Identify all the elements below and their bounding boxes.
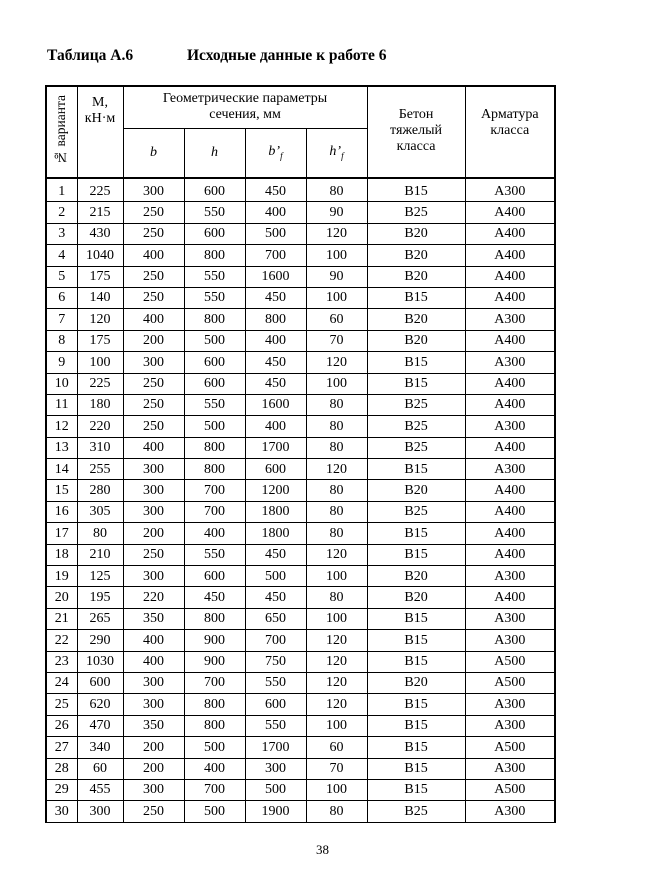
hf-cell: 100 [306, 287, 367, 308]
moment-cell: 225 [77, 373, 123, 394]
variant-cell: 3 [46, 223, 77, 244]
hf-cell: 100 [306, 779, 367, 800]
h-cell: 500 [184, 737, 245, 758]
h-cell: 600 [184, 352, 245, 373]
moment-cell: 215 [77, 202, 123, 223]
hf-cell: 120 [306, 651, 367, 672]
table-row [46, 608, 555, 629]
b-cell: 250 [123, 544, 184, 565]
variant-cell: 4 [46, 245, 77, 266]
b-cell: 350 [123, 715, 184, 736]
table-row [46, 394, 555, 415]
table-row [46, 694, 555, 715]
concrete-cell: B15 [367, 758, 465, 779]
bf-cell: 550 [245, 715, 306, 736]
variant-cell: 2 [46, 202, 77, 223]
h-cell: 900 [184, 630, 245, 651]
moment-cell: 220 [77, 416, 123, 437]
moment-cell: 305 [77, 501, 123, 522]
rebar-cell: A500 [465, 651, 555, 672]
concrete-cell: B25 [367, 501, 465, 522]
concrete-cell: B25 [367, 202, 465, 223]
rebar-cell: A500 [465, 672, 555, 693]
variant-cell: 11 [46, 394, 77, 415]
b-cell: 250 [123, 266, 184, 287]
variant-cell: 29 [46, 779, 77, 800]
rebar-cell: A300 [465, 630, 555, 651]
table-row [46, 352, 555, 373]
h-cell: 550 [184, 266, 245, 287]
concrete-cell: B15 [367, 178, 465, 202]
rebar-cell: A400 [465, 394, 555, 415]
table-row [46, 459, 555, 480]
bf-cell: 1700 [245, 437, 306, 458]
table-caption [47, 47, 387, 65]
h-cell: 400 [184, 523, 245, 544]
hf-cell: 100 [306, 715, 367, 736]
concrete-cell: B20 [367, 587, 465, 608]
h-cell: 600 [184, 178, 245, 202]
bf-cell: 750 [245, 651, 306, 672]
variant-cell: 26 [46, 715, 77, 736]
source-data-table [45, 85, 556, 823]
hf-cell: 70 [306, 330, 367, 351]
table-row [46, 544, 555, 565]
h-cell: 800 [184, 309, 245, 330]
variant-cell: 28 [46, 758, 77, 779]
variant-cell: 23 [46, 651, 77, 672]
b-cell: 200 [123, 523, 184, 544]
bf-cell: 500 [245, 223, 306, 244]
rebar-cell: A400 [465, 523, 555, 544]
moment-unit: кН·м [84, 111, 116, 127]
moment-label: М, [92, 95, 108, 110]
b-cell: 400 [123, 245, 184, 266]
h-cell: 800 [184, 694, 245, 715]
rebar-cell: A400 [465, 480, 555, 501]
hf-cell: 80 [306, 437, 367, 458]
variant-cell: 8 [46, 330, 77, 351]
hf-cell: 80 [306, 480, 367, 501]
bf-cell: 550 [245, 672, 306, 693]
table-row [46, 416, 555, 437]
h-cell: 900 [184, 651, 245, 672]
b-cell: 250 [123, 394, 184, 415]
b-cell: 300 [123, 480, 184, 501]
variant-cell: 21 [46, 608, 77, 629]
bf-header: $b’_f$ [245, 129, 306, 179]
table-row [46, 758, 555, 779]
hf-cell: 80 [306, 801, 367, 822]
rebar-cell: A300 [465, 715, 555, 736]
variant-cell: 6 [46, 287, 77, 308]
b-header: b [123, 129, 184, 179]
table-row [46, 223, 555, 244]
bf-cell: 300 [245, 758, 306, 779]
moment-cell: 600 [77, 672, 123, 693]
variant-cell: 22 [46, 630, 77, 651]
rebar-cell: A300 [465, 801, 555, 822]
moment-cell: 470 [77, 715, 123, 736]
concrete-cell: B15 [367, 523, 465, 544]
b-cell: 250 [123, 223, 184, 244]
h-cell: 700 [184, 672, 245, 693]
h-cell: 800 [184, 459, 245, 480]
moment-cell: 430 [77, 223, 123, 244]
hf-cell: 80 [306, 587, 367, 608]
rebar-cell: A500 [465, 737, 555, 758]
table-row [46, 480, 555, 501]
bf-cell: 1200 [245, 480, 306, 501]
hf-cell: 120 [306, 672, 367, 693]
h-cell: 550 [184, 544, 245, 565]
rebar-header: Арматура класса [465, 86, 555, 178]
hf-cell: 60 [306, 737, 367, 758]
concrete-cell: B15 [367, 544, 465, 565]
rebar-cell: A300 [465, 459, 555, 480]
bf-cell: 700 [245, 630, 306, 651]
moment-cell: 120 [77, 309, 123, 330]
bf-cell: 600 [245, 694, 306, 715]
hf-cell: 120 [306, 352, 367, 373]
b-cell: 400 [123, 630, 184, 651]
b-cell: 250 [123, 202, 184, 223]
page-number: 38 [316, 842, 329, 857]
hf-cell: 120 [306, 223, 367, 244]
rebar-cell: A400 [465, 501, 555, 522]
b-cell: 300 [123, 501, 184, 522]
h-cell: 600 [184, 566, 245, 587]
moment-cell: 195 [77, 587, 123, 608]
moment-cell: 1040 [77, 245, 123, 266]
moment-cell: 455 [77, 779, 123, 800]
hf-cell: 80 [306, 178, 367, 202]
h-cell: 700 [184, 501, 245, 522]
table-row [46, 672, 555, 693]
moment-cell: 265 [77, 608, 123, 629]
concrete-cell: B25 [367, 394, 465, 415]
h-cell: 800 [184, 437, 245, 458]
b-cell: 400 [123, 437, 184, 458]
bf-cell: 1600 [245, 266, 306, 287]
concrete-cell: B15 [367, 608, 465, 629]
h-cell: 800 [184, 608, 245, 629]
moment-header [77, 86, 123, 178]
table-row [46, 309, 555, 330]
rebar-cell: A400 [465, 287, 555, 308]
variant-cell: 20 [46, 587, 77, 608]
rebar-cell: A400 [465, 202, 555, 223]
rebar-cell: A400 [465, 437, 555, 458]
moment-cell: 175 [77, 266, 123, 287]
b-cell: 250 [123, 801, 184, 822]
b-cell: 300 [123, 779, 184, 800]
table-row [46, 437, 555, 458]
geometry-header [123, 86, 367, 129]
table-body [46, 178, 555, 822]
table-row [46, 202, 555, 223]
table-row [46, 373, 555, 394]
variant-cell: 27 [46, 737, 77, 758]
h-cell: 800 [184, 715, 245, 736]
bf-cell: 650 [245, 608, 306, 629]
b-cell: 250 [123, 287, 184, 308]
table-title: Исходные данные к работе 6 [187, 47, 387, 64]
bf-cell: 1800 [245, 523, 306, 544]
rebar-cell: A400 [465, 245, 555, 266]
table-row [46, 651, 555, 672]
moment-cell: 310 [77, 437, 123, 458]
bf-cell: 500 [245, 566, 306, 587]
bf-cell: 400 [245, 416, 306, 437]
moment-cell: 280 [77, 480, 123, 501]
h-cell: 700 [184, 779, 245, 800]
bf-cell: 400 [245, 202, 306, 223]
rebar-cell: A300 [465, 416, 555, 437]
variant-cell: 17 [46, 523, 77, 544]
geometry-unit: сечения, мм [209, 107, 281, 123]
concrete-cell: B15 [367, 737, 465, 758]
concrete-cell: B15 [367, 651, 465, 672]
b-cell: 200 [123, 758, 184, 779]
h-cell: 500 [184, 416, 245, 437]
bf-cell: 450 [245, 544, 306, 565]
moment-cell: 300 [77, 801, 123, 822]
h-cell: 800 [184, 245, 245, 266]
hf-cell: 100 [306, 245, 367, 266]
bf-cell: 450 [245, 352, 306, 373]
concrete-cell: B25 [367, 437, 465, 458]
concrete-cell: B20 [367, 245, 465, 266]
variant-cell: 19 [46, 566, 77, 587]
table-row [46, 587, 555, 608]
rebar-cell: A400 [465, 373, 555, 394]
moment-cell: 210 [77, 544, 123, 565]
variant-cell: 12 [46, 416, 77, 437]
b-cell: 200 [123, 737, 184, 758]
table-row [46, 801, 555, 822]
h-cell: 600 [184, 373, 245, 394]
hf-cell: 80 [306, 416, 367, 437]
variant-cell: 10 [46, 373, 77, 394]
bf-cell: 1600 [245, 394, 306, 415]
hf-cell: 120 [306, 694, 367, 715]
b-cell: 300 [123, 352, 184, 373]
bf-cell: 450 [245, 587, 306, 608]
table-row [46, 266, 555, 287]
bf-cell: 800 [245, 309, 306, 330]
concrete-cell: B20 [367, 672, 465, 693]
concrete-cell: B20 [367, 480, 465, 501]
h-cell: 550 [184, 394, 245, 415]
table-row [46, 737, 555, 758]
hf-cell: 60 [306, 309, 367, 330]
concrete-cell: B15 [367, 352, 465, 373]
table-row [46, 715, 555, 736]
b-cell: 300 [123, 566, 184, 587]
b-cell: 300 [123, 694, 184, 715]
rebar-cell: A300 [465, 566, 555, 587]
concrete-cell: B15 [367, 287, 465, 308]
moment-cell: 255 [77, 459, 123, 480]
moment-cell: 100 [77, 352, 123, 373]
b-cell: 400 [123, 651, 184, 672]
variant-cell: 30 [46, 801, 77, 822]
b-cell: 350 [123, 608, 184, 629]
h-cell: 400 [184, 758, 245, 779]
variant-cell: 24 [46, 672, 77, 693]
table-row [46, 779, 555, 800]
hf-cell: 100 [306, 566, 367, 587]
rebar-cell: A400 [465, 330, 555, 351]
concrete-cell: B20 [367, 309, 465, 330]
concrete-cell: B15 [367, 630, 465, 651]
geometry-label: Геометрические параметры [162, 91, 328, 106]
bf-cell: 1800 [245, 501, 306, 522]
table-row [46, 501, 555, 522]
variant-cell: 14 [46, 459, 77, 480]
moment-cell: 225 [77, 178, 123, 202]
table-row [46, 566, 555, 587]
h-cell: 600 [184, 223, 245, 244]
table-row [46, 287, 555, 308]
concrete-cell: B15 [367, 694, 465, 715]
hf-cell: 120 [306, 544, 367, 565]
bf-cell: 400 [245, 330, 306, 351]
table-row [46, 330, 555, 351]
variant-cell: 15 [46, 480, 77, 501]
h-cell: 550 [184, 287, 245, 308]
moment-cell: 340 [77, 737, 123, 758]
hf-header: $h’_f$ [306, 129, 367, 179]
rebar-cell: A400 [465, 544, 555, 565]
rebar-cell: A300 [465, 758, 555, 779]
table-row [46, 178, 555, 202]
bf-cell: 500 [245, 779, 306, 800]
h-cell: 700 [184, 480, 245, 501]
bf-cell: 450 [245, 178, 306, 202]
moment-cell: 140 [77, 287, 123, 308]
concrete-cell: B15 [367, 373, 465, 394]
bf-cell: 450 [245, 373, 306, 394]
rebar-cell: A300 [465, 694, 555, 715]
rebar-cell: A400 [465, 223, 555, 244]
variant-header: № варианта [46, 86, 77, 178]
rebar-cell: A300 [465, 178, 555, 202]
h-cell: 500 [184, 330, 245, 351]
hf-cell: 100 [306, 373, 367, 394]
moment-cell: 80 [77, 523, 123, 544]
h-cell: 500 [184, 801, 245, 822]
b-cell: 220 [123, 587, 184, 608]
b-cell: 300 [123, 672, 184, 693]
moment-cell: 1030 [77, 651, 123, 672]
bf-cell: 450 [245, 287, 306, 308]
moment-cell: 180 [77, 394, 123, 415]
b-cell: 200 [123, 330, 184, 351]
table-label: Таблица А.6 [47, 47, 134, 64]
moment-cell: 290 [77, 630, 123, 651]
bf-cell: 1700 [245, 737, 306, 758]
rebar-cell: A400 [465, 266, 555, 287]
concrete-cell: B20 [367, 330, 465, 351]
concrete-cell: B15 [367, 779, 465, 800]
variant-cell: 1 [46, 178, 77, 202]
hf-cell: 70 [306, 758, 367, 779]
rebar-cell: A400 [465, 587, 555, 608]
variant-cell: 7 [46, 309, 77, 330]
bf-cell: 600 [245, 459, 306, 480]
hf-cell: 120 [306, 459, 367, 480]
h-cell: 450 [184, 587, 245, 608]
variant-cell: 9 [46, 352, 77, 373]
variant-cell: 13 [46, 437, 77, 458]
b-cell: 250 [123, 416, 184, 437]
hf-cell: 100 [306, 608, 367, 629]
b-cell: 400 [123, 309, 184, 330]
moment-cell: 60 [77, 758, 123, 779]
concrete-cell: B20 [367, 223, 465, 244]
concrete-cell: B25 [367, 416, 465, 437]
variant-cell: 5 [46, 266, 77, 287]
hf-cell: 80 [306, 523, 367, 544]
concrete-header: Бетон тяжелый класса [367, 86, 465, 178]
hf-cell: 90 [306, 266, 367, 287]
hf-cell: 120 [306, 630, 367, 651]
concrete-cell: B20 [367, 266, 465, 287]
moment-cell: 175 [77, 330, 123, 351]
b-cell: 250 [123, 373, 184, 394]
h-header: h [184, 129, 245, 179]
concrete-cell: B25 [367, 801, 465, 822]
b-cell: 300 [123, 178, 184, 202]
b-cell: 300 [123, 459, 184, 480]
concrete-cell: B20 [367, 566, 465, 587]
bf-cell: 1900 [245, 801, 306, 822]
variant-cell: 16 [46, 501, 77, 522]
rebar-cell: A300 [465, 352, 555, 373]
table-row [46, 245, 555, 266]
rebar-cell: A300 [465, 608, 555, 629]
hf-cell: 80 [306, 501, 367, 522]
bf-cell: 700 [245, 245, 306, 266]
moment-cell: 620 [77, 694, 123, 715]
rebar-cell: A500 [465, 779, 555, 800]
variant-cell: 25 [46, 694, 77, 715]
h-cell: 550 [184, 202, 245, 223]
table-row [46, 523, 555, 544]
concrete-cell: B15 [367, 459, 465, 480]
table-row [46, 630, 555, 651]
variant-cell: 18 [46, 544, 77, 565]
rebar-cell: A300 [465, 309, 555, 330]
concrete-cell: B15 [367, 715, 465, 736]
moment-cell: 125 [77, 566, 123, 587]
hf-cell: 80 [306, 394, 367, 415]
hf-cell: 90 [306, 202, 367, 223]
